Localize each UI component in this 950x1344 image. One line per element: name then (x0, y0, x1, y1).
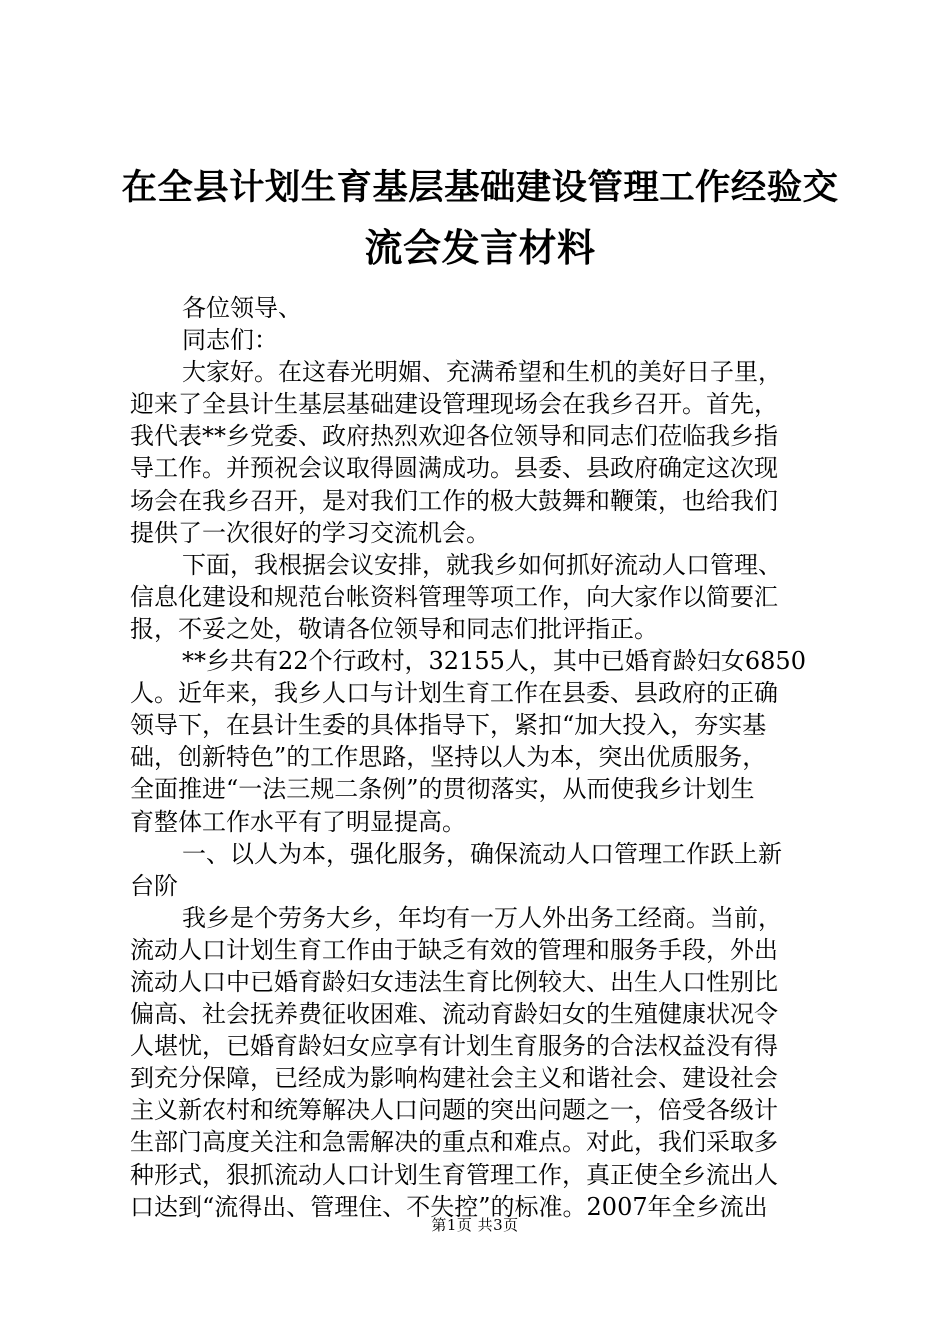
paragraph-line: 种形式，狠抓流动人口计划生育管理工作，真正使全乡流出人 (130, 1160, 778, 1189)
paragraph-line: 流动人口中已婚育龄妇女违法生育比例较大、出生人口性别比 (130, 967, 778, 996)
page-footer (0, 1215, 950, 1235)
paragraph-line: 流动人口计划生育工作由于缺乏有效的管理和服务手段，外出 (130, 935, 778, 964)
paragraph-line: 我代表**乡党委、政府热烈欢迎各位领导和同志们莅临我乡指 (130, 422, 778, 451)
paragraph-line: 领导下，在县计生委的具体指导下，紧扣“加大投入，夯实基 (130, 711, 767, 740)
paragraph-line: 我乡是个劳务大乡，年均有一万人外出务工经商。当前， (182, 903, 782, 932)
paragraph-line: 全面推进“一法三规二条例”的贯彻落实，从而使我乡计划生 (130, 775, 755, 804)
salutation-line-1: 各位领导、 (182, 294, 302, 322)
paragraph-line: 场会在我乡召开，是对我们工作的极大鼓舞和鞭策，也给我们 (130, 486, 778, 515)
title-line-2: 流会发言材料 (364, 226, 596, 270)
paragraph-line: 育整体工作水平有了明显提高。 (130, 807, 466, 836)
document-body (130, 292, 830, 1223)
paragraph-line: 到充分保障，已经成为影响构建社会主义和谐社会、建设社会 (130, 1064, 778, 1093)
body-paragraph (130, 902, 830, 1223)
page-number: 第1页 共3页 (431, 1216, 519, 1234)
paragraph-line: 大家好。在这春光明媚、充满希望和生机的美好日子里， (182, 358, 782, 387)
paragraph-line: 人堪忧，已婚育龄妇女应享有计划生育服务的合法权益没有得 (130, 1032, 778, 1061)
paragraph-line: 报，不妥之处，敬请各位领导和同志们批评指正。 (130, 614, 658, 643)
paragraph-line: 下面，我根据会议安排，就我乡如何抓好流动人口管理、 (182, 550, 782, 579)
paragraph-line: 信息化建设和规范台帐资料管理等项工作，向大家作以简要汇 (130, 582, 778, 611)
paragraph-line: 台阶 (130, 871, 178, 900)
salutation-line-2: 同志们： (182, 326, 278, 355)
body-paragraph (130, 645, 830, 838)
paragraph-line: 提供了一次很好的学习交流机会。 (130, 518, 490, 547)
body-paragraph (130, 838, 830, 902)
paragraph-line: 一、以人为本，强化服务，确保流动人口管理工作跃上新 (182, 839, 782, 868)
paragraph-line: 生部门高度关注和急需解决的重点和难点。对此，我们采取多 (130, 1128, 778, 1157)
document-title (120, 158, 840, 278)
body-paragraph (130, 356, 830, 549)
body-paragraphs (130, 356, 830, 1223)
paragraph-line: **乡共有22个行政村，32155人，其中已婚育龄妇女6850 (182, 647, 806, 676)
paragraph-line: 人。近年来，我乡人口与计划生育工作在县委、县政府的正确 (130, 679, 778, 708)
salutation (130, 292, 830, 356)
title-line-1: 在全县计划生育基层基础建设管理工作经验交 (121, 167, 839, 208)
paragraph-line: 口达到“流得出、管理住、不失控”的标准。2007年全乡流出 (130, 1192, 768, 1221)
paragraph-line: 导工作。并预祝会议取得圆满成功。县委、县政府确定这次现 (130, 454, 778, 483)
paragraph-line: 主义新农村和统筹解决人口问题的突出问题之一，倍受各级计 (130, 1096, 778, 1125)
paragraph-line: 迎来了全县计生基层基础建设管理现场会在我乡召开。首先， (130, 390, 778, 419)
paragraph-line: 础，创新特色”的工作思路，坚持以人为本，突出优质服务， (130, 743, 767, 772)
paragraph-line: 偏高、社会抚养费征收困难、流动育龄妇女的生殖健康状况令 (130, 1000, 778, 1029)
body-paragraph (130, 549, 830, 645)
